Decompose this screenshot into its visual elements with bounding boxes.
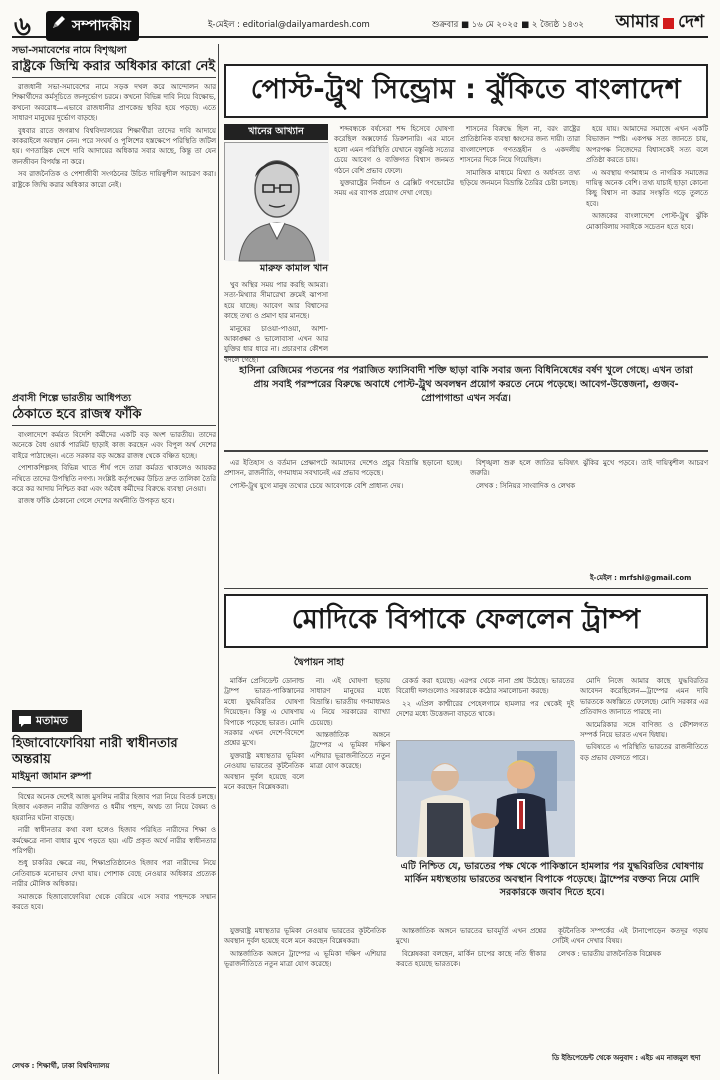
- opinion-badge: [12, 710, 82, 732]
- paragraph: শব্দবন্ধকে বর্ষসেরা শব্দ হিসেবে ঘোষণা করেছিল অক্সফোর্ড ডিকশনারি। এর মানে হলো এমন পরিস্থিতি যেখানে বস্তুনিষ্ঠ সত্যের চেয়ে আবেগ ও ব্যক্তিগত বিশ্বাস জনমত গঠনে বেশি প্রভাব ফেলে।: [334, 125, 454, 175]
- paragraph: না। এই ঘোষণা ছড়ায় সাধারণ মানুষের মধ্যে বিভ্রান্তি। ভারতীয় গণমাধ্যমও এ নিয়ে সরকারের ব্যাখ্যা চেয়েছে।: [310, 677, 390, 727]
- opinion-author: মাইমুনা জামান রুম্পা: [12, 770, 216, 788]
- news-photo: [396, 740, 574, 856]
- feature-1-headline[interactable]: পোস্ট-ট্রুথ সিন্ড্রোম : ঝুঁকিতে বাংলাদেশ: [224, 64, 708, 118]
- feature-2-col-2: [310, 676, 390, 920]
- feature-2-lower-left: [396, 926, 546, 1074]
- paragraph: শুধু চাকরির ক্ষেত্রে নয়, শিক্ষাপ্রতিষ্ঠানেও হিজাব পরা নারীদের নিয়ে নেতিবাচক মনোভাব দেখা যায়। পোশাক বেছে নেওয়ার অধিকার প্রত্যেক নারীর মৌলিক অধিকার।: [12, 859, 216, 889]
- paragraph: বাংলাদেশে কর্মরত বিদেশি কর্মীদের একটি বড় অংশ ভারতীয়। তাদের অনেকে বৈধ ওয়ার্ক পারমিট ছাড়াই কাজ করছেন এবং বিপুল অর্থ দেশের বাইরে পাঠাচ্ছেন। এতে সরকার বড় অঙ্কের রাজস্ব থেকে বঞ্চিত হচ্ছে।: [12, 431, 216, 460]
- paragraph: বুধবার রাতে জগন্নাথ বিশ্ববিদ্যালয়ের শিক্ষার্থীরা তাদের দাবি আদায়ে কাকরাইলে অবস্থান নেন। পরে সংঘর্ষ ও পুলিশের হস্তক্ষেপে পরিস্থিতি জটিল হয়। গণতান্ত্রিক দেশে দাবি আদায়ের অধিকার সবার আছে, কিন্তু তা যেন জনজীবন বিপর্যস্ত না করে।: [12, 126, 216, 166]
- photo-caption: এটি নিশ্চিত যে, ভারতের পক্ষ থেকে পাকিস্তানে হামলার পর যুদ্ধবিরতির ঘোষণায় মার্কিন মধ্যস্থতায় ভারতের অবস্থান বিপাকে পড়েছে। ট্রাম্পের বক্তব্য নিয়ে মোদি সরকারকে জবাব দিতে হবে।: [400, 861, 704, 898]
- brand-right: দেশ: [678, 12, 704, 32]
- paragraph: রাজধানী সভা-সমাবেশের নামে সড়ক দখল করে আন্দোলন আর শিক্ষার্থীদের কর্মসূচিতে জনদুর্ভোগ চরমে। কখনো বিভিন্ন দাবি নিয়ে বিক্ষোভ, কখনো অবরোধ—এভাবে রাজধানীর প্রাণকেন্দ্র স্থবির হয়ে পড়ছে। এতে সাধারণ মানুষের দুর্ভোগ বাড়ছে।: [12, 83, 216, 123]
- paragraph: সামাজিক মাধ্যমে মিথ্যা ও অর্ধসত্য তথ্য ছড়িয়ে জনমনে বিভ্রান্তি তৈরির চেষ্টা চলছে।: [460, 168, 580, 188]
- masthead: [12, 8, 708, 42]
- column-name-badge: খানের আখ্যান: [224, 124, 328, 140]
- paragraph: পোশাকশিল্পসহ বিভিন্ন খাতে শীর্ষ পদে তারা কর্মরত থাকলেও আয়কর নথিতে তাদের উপস্থিতি নগণ্য। সংশ্লিষ্ট কর্তৃপক্ষের উচিত দ্রুত তালিকা তৈরি করে কর আদায় নিশ্চিত করা এবং অবৈধ কর্মীদের বিরুদ্ধে ব্যবস্থা নেওয়া।: [12, 464, 216, 494]
- paragraph: সব রাজনৈতিক ও পেশাজীবী সংগঠনের উচিত দায়িত্বশীল আচরণ করা। রাষ্ট্রকে জিম্মি করার অধিকার কারো নেই।: [12, 170, 216, 189]
- feature-2-headline[interactable]: মোদিকে বিপাকে ফেললেন ট্রাম্প: [224, 594, 708, 648]
- editorial-2-kicker: প্রবাসী শিল্পে ভারতীয় আধিপত্য: [12, 393, 131, 404]
- paragraph: আন্তর্জাতিক অঙ্গনে ভারতের ভাবমূর্তি এখন প্রশ্নের মুখে।: [396, 927, 546, 946]
- opinion-article: [12, 736, 216, 1072]
- editorial-1-body: [12, 82, 216, 190]
- author-portrait: [224, 142, 328, 260]
- speech-icon: [18, 714, 32, 728]
- page-number: ৬: [14, 12, 31, 42]
- paragraph: হয়ে যায়। আমাদের সমাজে এখন একটি বিভাজন স্পষ্ট। একপক্ষ সত্য জানতে চায়, অপরপক্ষ নিজেদের বিশ্বাসকেই সত্য বলে প্রতিষ্ঠা করতে চায়।: [586, 125, 708, 165]
- paragraph: যুক্তরাষ্ট্র মধ্যস্থতার ভূমিকা নেওয়ায় ভারতের কূটনৈতিক অবস্থান দুর্বল হয়েছে বলে মনে করছেন বিশ্লেষকরা।: [224, 927, 386, 946]
- dateline: শুক্রবার ■ ১৬ মে ২০২৫ ■ ২ জ্যৈষ্ঠ ১৪৩২: [432, 20, 584, 30]
- brand-logo[interactable]: [616, 9, 704, 37]
- brand-square-icon: [663, 18, 674, 29]
- paragraph: শাসনের বিরুদ্ধে ছিল না, বরং রাষ্ট্রের প্রাতিষ্ঠানিক ব্যবস্থা ধ্বংসের জন্য দায়ী। তারা বাংলাদেশকে গণতন্ত্রহীন ও একদলীয় শাসনের দিকে নিয়ে গিয়েছিল।: [460, 125, 580, 165]
- opinion-badge-label: মতামত: [36, 713, 68, 727]
- section-title: সম্পাদকীয়: [72, 18, 131, 34]
- editorial-2-body: [12, 430, 216, 507]
- paragraph: রাজস্ব ফাঁকি ঠেকানো গেলে দেশের অর্থনীতি উপকৃত হবে।: [18, 497, 175, 506]
- feature-2-author: দ্বৈপায়ন সাহা: [294, 657, 345, 668]
- paragraph: আন্তর্জাতিক অঙ্গনে ট্রাম্পের এ ভূমিকা দক্ষিণ এশিয়ার ভূরাজনীতিতে নতুন মাত্রা যোগ করেছে।: [310, 731, 390, 771]
- feature-1-col-1: [224, 280, 328, 364]
- paragraph: রেকর্ড করা হয়েছে। এরপর থেকে নানা প্রশ্ন উঠেছে। ভারতের বিরোধী দলগুলোও সরকারকে কঠোর সমালোচনা করছে।: [396, 677, 574, 696]
- paragraph: লেখক : ভারতীয় রাজনৈতিক বিশ্লেষক: [558, 949, 662, 958]
- feature-2-col-3: [396, 676, 574, 736]
- portrait-sketch: [225, 143, 329, 261]
- feature-1-email[interactable]: ই-মেইল : mrfshl@gmail.com: [590, 574, 692, 582]
- paragraph: যুক্তরাষ্ট্রের নির্বাচন ও ব্রেক্সিট গণভোটের সময় এর ব্যাপক প্রয়োগ দেখা গেছে।: [334, 179, 454, 198]
- paragraph: খুব অস্থির সময় পার করছি আমরা। সত্য-মিথ্যার সীমারেখা ক্রমেই ঝাপসা হয়ে যাচ্ছে। আবেগ আর বিশ্বাসের কাছে তথ্য ও প্রমাণ হার মানছে।: [224, 281, 328, 321]
- feature-2-lower-right: [552, 926, 708, 1046]
- editorial-1-headline[interactable]: রাষ্ট্রকে জিম্মি করার অধিকার কারো নেই: [12, 59, 216, 78]
- feature-1-pullquote: হাসিনা রেজিমের পতনের পর পরাজিত ফ্যাসিবাদী শক্তি ছাড়া বাকি সবার জন্য বিধিনিষেধের বর্ষণ খুলে গেছে। এখন তারা প্রায় সবাই পরস্পরের বিরুদ্ধে অবাধে পোস্ট-ট্রুথ অবলম্বন প্রয়োগ করতে নেমে পড়েছে। আবেগ-উত্তেজনা, গুজব-প্রোপাগান্ডা এখন সর্বত্র।: [224, 356, 708, 452]
- feature-1-col-2: [334, 124, 454, 352]
- paragraph: বিশৃঙ্খলা শুরু হলে জাতির ভবিষ্যৎ ঝুঁকির মুখে পড়বে। তাই দায়িত্বশীল আচরণ জরুরি।: [470, 459, 708, 478]
- paragraph: এর ইতিহাস ও বর্তমান প্রেক্ষাপটে আমাদের দেশেও প্রচুর বিভ্রান্তি ছড়ানো হচ্ছে। প্রশাসন, রাজনীতি, গণমাধ্যম সবখানেই এর প্রভাব পড়েছে।: [224, 459, 462, 478]
- paragraph: এ অবস্থায় গণমাধ্যম ও নাগরিক সমাজের দায়িত্ব অনেক বেশি। তথ্য যাচাই ছাড়া কোনো কিছু বিশ্বাস না করার সংস্কৃতি গড়ে তুলতে হবে।: [586, 168, 708, 208]
- paragraph: সমাজকে হিজাবোফোবিয়া থেকে বেরিয়ে এসে সবার পছন্দকে সম্মান করতে হবে।: [12, 892, 216, 912]
- paragraph: বিশ্বের অনেক দেশেই আজ মুসলিম নারীর হিজাব পরা নিয়ে বিতর্ক চলছে। হিজাব একজন নারীর ব্যক্তিগত ও ধর্মীয় পছন্দ, অথচ তা নিয়ে বৈষম্য ও হয়রানির ঘটনা বাড়ছে।: [12, 793, 216, 822]
- paragraph: পোস্ট-ট্রুথ যুগে মানুষ তথ্যের চেয়ে আবেগকে বেশি প্রাধান্য দেয়।: [230, 481, 404, 490]
- editorial-2-headline[interactable]: ঠেকাতে হবে রাজস্ব ফাঁকি: [12, 407, 216, 426]
- author-name: মারুফ কামাল খান: [259, 263, 328, 274]
- editorial-email[interactable]: ই-মেইল : editorial@dailyamardesh.com: [208, 20, 370, 30]
- handshake-photo: [397, 741, 575, 857]
- paragraph: মার্কিন প্রেসিডেন্ট ডোনাল্ড ট্রাম্প ভারত-পাকিস্তানের মধ্যে যুদ্ধবিরতির ঘোষণা দিয়েছেন। কিন্তু এ ঘোষণায় বিপাকে পড়েছে ভারত। মোদি সরকার এখন দেশে-বিদেশে প্রশ্নের মুখে।: [224, 677, 304, 748]
- paragraph: ভবিষ্যতে এ পরিস্থিতি ভারতের রাজনীতিতে বড় প্রভাব ফেলতে পারে।: [580, 743, 708, 762]
- paragraph: কূটনৈতিক সম্পর্কের এই টানাপোড়েন কতদূর গড়ায় সেটিই এখন দেখার বিষয়।: [552, 927, 708, 946]
- opinion-headline[interactable]: হিজাবোফোবিয়া নারী স্বাধীনতার অন্তরায়: [12, 736, 178, 767]
- feature-1-lower-left: [224, 458, 462, 584]
- editorial-1-kicker: সভা-সমাবেশের নামে বিশৃঙ্খলা: [12, 45, 127, 56]
- paragraph: আজকের বাংলাদেশে পোস্ট-ট্রুথ ঝুঁকি মোকাবিলায় সবাইকে সচেতন হতে হবে।: [586, 212, 708, 231]
- feature-2-credit: ডি ইন্ডিপেন্ডেন্ট থেকে অনুবাদ : এইচ এম নাজমুল হুদা: [552, 1054, 701, 1062]
- section-tag: [46, 11, 139, 41]
- feature-2-col-4: [580, 676, 708, 858]
- paragraph: লেখক : সিনিয়র সাংবাদিক ও লেখক: [476, 481, 576, 490]
- editorial-2: [12, 392, 216, 702]
- paragraph: ২২ এপ্রিল কাশ্মীরের পেহেলগামে হামলার পর থেকেই দুই দেশের মধ্যে উত্তেজনা বাড়তে থাকে।: [396, 699, 574, 719]
- editorial-1: [12, 44, 216, 390]
- paragraph: মোদি নিজে আমার কাছে যুদ্ধবিরতির আবেদন করেছিলেন—ট্রাম্পের এমন দাবি ভারতকে অস্বস্তিতে ফেলেছে। মোদি সরকার এর প্রতিবাদও জানাতে পারছে না।: [580, 677, 708, 717]
- opinion-footer: লেখক : শিক্ষার্থী, ঢাকা বিশ্ববিদ্যালয়: [12, 1062, 110, 1070]
- opinion-body: [12, 792, 216, 912]
- brand-left: আমার: [615, 12, 660, 32]
- paragraph: নারী স্বাধীনতার কথা বলা হলেও হিজাব পরিহিত নারীদের শিক্ষা ও কর্মক্ষেত্রে নানা বাধার মুখে পড়তে হয়। এটি প্রকৃত অর্থে নারীর স্বাধীনতার পরিপন্থী।: [12, 826, 216, 856]
- column-divider: [218, 44, 219, 1074]
- pen-icon: [51, 14, 67, 30]
- feature-1-col-4: [586, 124, 708, 352]
- feature-1-lower-right: [470, 458, 708, 568]
- paragraph: বিশ্লেষকরা বলছেন, মার্কিন চাপের কাছে নতি স্বীকার করতে হয়েছে ভারতকে।: [396, 949, 546, 969]
- paragraph: মানুষের চাওয়া-পাওয়া, আশা-আকাঙ্ক্ষা ও ভালোবাসা এখন আর যুক্তির ধার ধারে না। প্রচারণার কৌশল বদলে গেছে।: [224, 324, 328, 364]
- feature-2-col-1: [224, 676, 304, 920]
- paragraph: আন্তর্জাতিক অঙ্গনে ট্রাম্পের এ ভূমিকা দক্ষিণ এশিয়ার ভূরাজনীতিতে নতুন মাত্রা যোগ করেছে।: [224, 949, 386, 969]
- paragraph: আমেরিকার সঙ্গে বাণিজ্য ও কৌশলগত সম্পর্ক নিয়ে ভারত এখন দ্বিধায়।: [580, 720, 708, 740]
- section-divider: [224, 588, 708, 589]
- feature-1-col-3: [460, 124, 580, 352]
- paragraph: যুক্তরাষ্ট্র মধ্যস্থতার ভূমিকা নেওয়ায় ভারতের কূটনৈতিক অবস্থান দুর্বল হয়েছে বলে মনে করছেন বিশ্লেষকরা।: [224, 751, 304, 792]
- feature-2-col-1-cont: [224, 926, 386, 1074]
